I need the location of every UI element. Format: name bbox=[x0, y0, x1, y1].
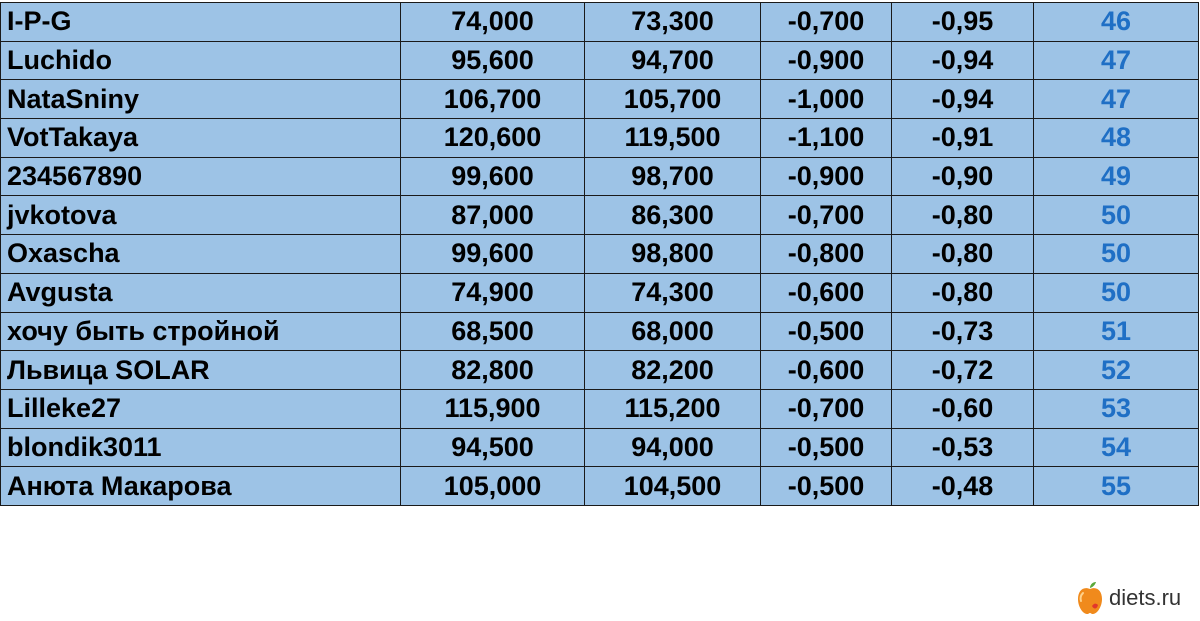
start-weight-cell: 99,600 bbox=[401, 157, 585, 196]
rank-cell: 55 bbox=[1034, 467, 1199, 506]
participant-name-cell: Avgusta bbox=[1, 273, 401, 312]
rank-cell: 47 bbox=[1034, 80, 1199, 119]
percent-change-cell: -0,80 bbox=[892, 235, 1034, 274]
start-weight-cell: 99,600 bbox=[401, 235, 585, 274]
table-row bbox=[1, 157, 1199, 196]
start-weight-cell: 120,600 bbox=[401, 119, 585, 158]
start-weight-cell: 74,900 bbox=[401, 273, 585, 312]
rank-cell: 51 bbox=[1034, 312, 1199, 351]
rank-cell: 47 bbox=[1034, 41, 1199, 80]
start-weight-cell: 94,500 bbox=[401, 428, 585, 467]
current-weight-cell: 98,700 bbox=[585, 157, 761, 196]
weight-change-cell: -0,700 bbox=[761, 389, 892, 428]
rank-cell: 53 bbox=[1034, 389, 1199, 428]
percent-change-cell: -0,91 bbox=[892, 119, 1034, 158]
rank-cell: 46 bbox=[1034, 3, 1199, 42]
table-row bbox=[1, 351, 1199, 390]
rank-cell: 50 bbox=[1034, 273, 1199, 312]
table-row bbox=[1, 41, 1199, 80]
participant-name-cell: 234567890 bbox=[1, 157, 401, 196]
start-weight-cell: 95,600 bbox=[401, 41, 585, 80]
current-weight-cell: 86,300 bbox=[585, 196, 761, 235]
start-weight-cell: 115,900 bbox=[401, 389, 585, 428]
current-weight-cell: 68,000 bbox=[585, 312, 761, 351]
rank-cell: 49 bbox=[1034, 157, 1199, 196]
table-row bbox=[1, 80, 1199, 119]
participant-name-cell: NataSniny bbox=[1, 80, 401, 119]
current-weight-cell: 73,300 bbox=[585, 3, 761, 42]
percent-change-cell: -0,73 bbox=[892, 312, 1034, 351]
participant-name-cell: хочу быть стройной bbox=[1, 312, 401, 351]
diets-logo bbox=[1077, 581, 1181, 615]
table-row bbox=[1, 428, 1199, 467]
table-row bbox=[1, 273, 1199, 312]
current-weight-cell: 119,500 bbox=[585, 119, 761, 158]
current-weight-cell: 115,200 bbox=[585, 389, 761, 428]
weight-change-cell: -0,500 bbox=[761, 312, 892, 351]
start-weight-cell: 105,000 bbox=[401, 467, 585, 506]
rank-cell: 50 bbox=[1034, 196, 1199, 235]
percent-change-cell: -0,80 bbox=[892, 196, 1034, 235]
percent-change-cell: -0,60 bbox=[892, 389, 1034, 428]
current-weight-cell: 98,800 bbox=[585, 235, 761, 274]
participant-name-cell: I-P-G bbox=[1, 3, 401, 42]
participant-name-cell: Анюта Макарова bbox=[1, 467, 401, 506]
table-row bbox=[1, 196, 1199, 235]
weight-change-cell: -0,900 bbox=[761, 41, 892, 80]
current-weight-cell: 105,700 bbox=[585, 80, 761, 119]
start-weight-cell: 106,700 bbox=[401, 80, 585, 119]
results-table-container bbox=[0, 2, 1198, 506]
weight-change-cell: -0,500 bbox=[761, 467, 892, 506]
percent-change-cell: -0,80 bbox=[892, 273, 1034, 312]
participant-name-cell: Lilleke27 bbox=[1, 389, 401, 428]
rank-cell: 52 bbox=[1034, 351, 1199, 390]
start-weight-cell: 82,800 bbox=[401, 351, 585, 390]
participant-name-cell: Luchido bbox=[1, 41, 401, 80]
current-weight-cell: 94,000 bbox=[585, 428, 761, 467]
table-row bbox=[1, 467, 1199, 506]
start-weight-cell: 74,000 bbox=[401, 3, 585, 42]
weight-change-cell: -0,600 bbox=[761, 273, 892, 312]
participant-name-cell: Oxascha bbox=[1, 235, 401, 274]
percent-change-cell: -0,72 bbox=[892, 351, 1034, 390]
percent-change-cell: -0,94 bbox=[892, 41, 1034, 80]
weight-change-cell: -0,500 bbox=[761, 428, 892, 467]
table-row bbox=[1, 3, 1199, 42]
apple-icon bbox=[1077, 581, 1103, 615]
weight-change-cell: -0,600 bbox=[761, 351, 892, 390]
percent-change-cell: -0,90 bbox=[892, 157, 1034, 196]
participant-name-cell: VotTakaya bbox=[1, 119, 401, 158]
rank-cell: 48 bbox=[1034, 119, 1199, 158]
table-row bbox=[1, 235, 1199, 274]
weight-change-cell: -0,700 bbox=[761, 196, 892, 235]
weight-change-cell: -0,900 bbox=[761, 157, 892, 196]
weight-change-cell: -1,000 bbox=[761, 80, 892, 119]
table-row bbox=[1, 119, 1199, 158]
participant-name-cell: Львица SOLAR bbox=[1, 351, 401, 390]
table-row bbox=[1, 389, 1199, 428]
current-weight-cell: 94,700 bbox=[585, 41, 761, 80]
table-row bbox=[1, 312, 1199, 351]
rank-cell: 54 bbox=[1034, 428, 1199, 467]
participant-name-cell: jvkotova bbox=[1, 196, 401, 235]
watermark-text: diets.ru bbox=[1109, 585, 1182, 610]
results-table bbox=[0, 2, 1199, 506]
current-weight-cell: 104,500 bbox=[585, 467, 761, 506]
current-weight-cell: 82,200 bbox=[585, 351, 761, 390]
percent-change-cell: -0,53 bbox=[892, 428, 1034, 467]
current-weight-cell: 74,300 bbox=[585, 273, 761, 312]
weight-change-cell: -0,700 bbox=[761, 3, 892, 42]
participant-name-cell: blondik3011 bbox=[1, 428, 401, 467]
percent-change-cell: -0,95 bbox=[892, 3, 1034, 42]
weight-change-cell: -0,800 bbox=[761, 235, 892, 274]
start-weight-cell: 68,500 bbox=[401, 312, 585, 351]
weight-change-cell: -1,100 bbox=[761, 119, 892, 158]
results-table-body bbox=[1, 3, 1199, 506]
percent-change-cell: -0,48 bbox=[892, 467, 1034, 506]
start-weight-cell: 87,000 bbox=[401, 196, 585, 235]
percent-change-cell: -0,94 bbox=[892, 80, 1034, 119]
rank-cell: 50 bbox=[1034, 235, 1199, 274]
